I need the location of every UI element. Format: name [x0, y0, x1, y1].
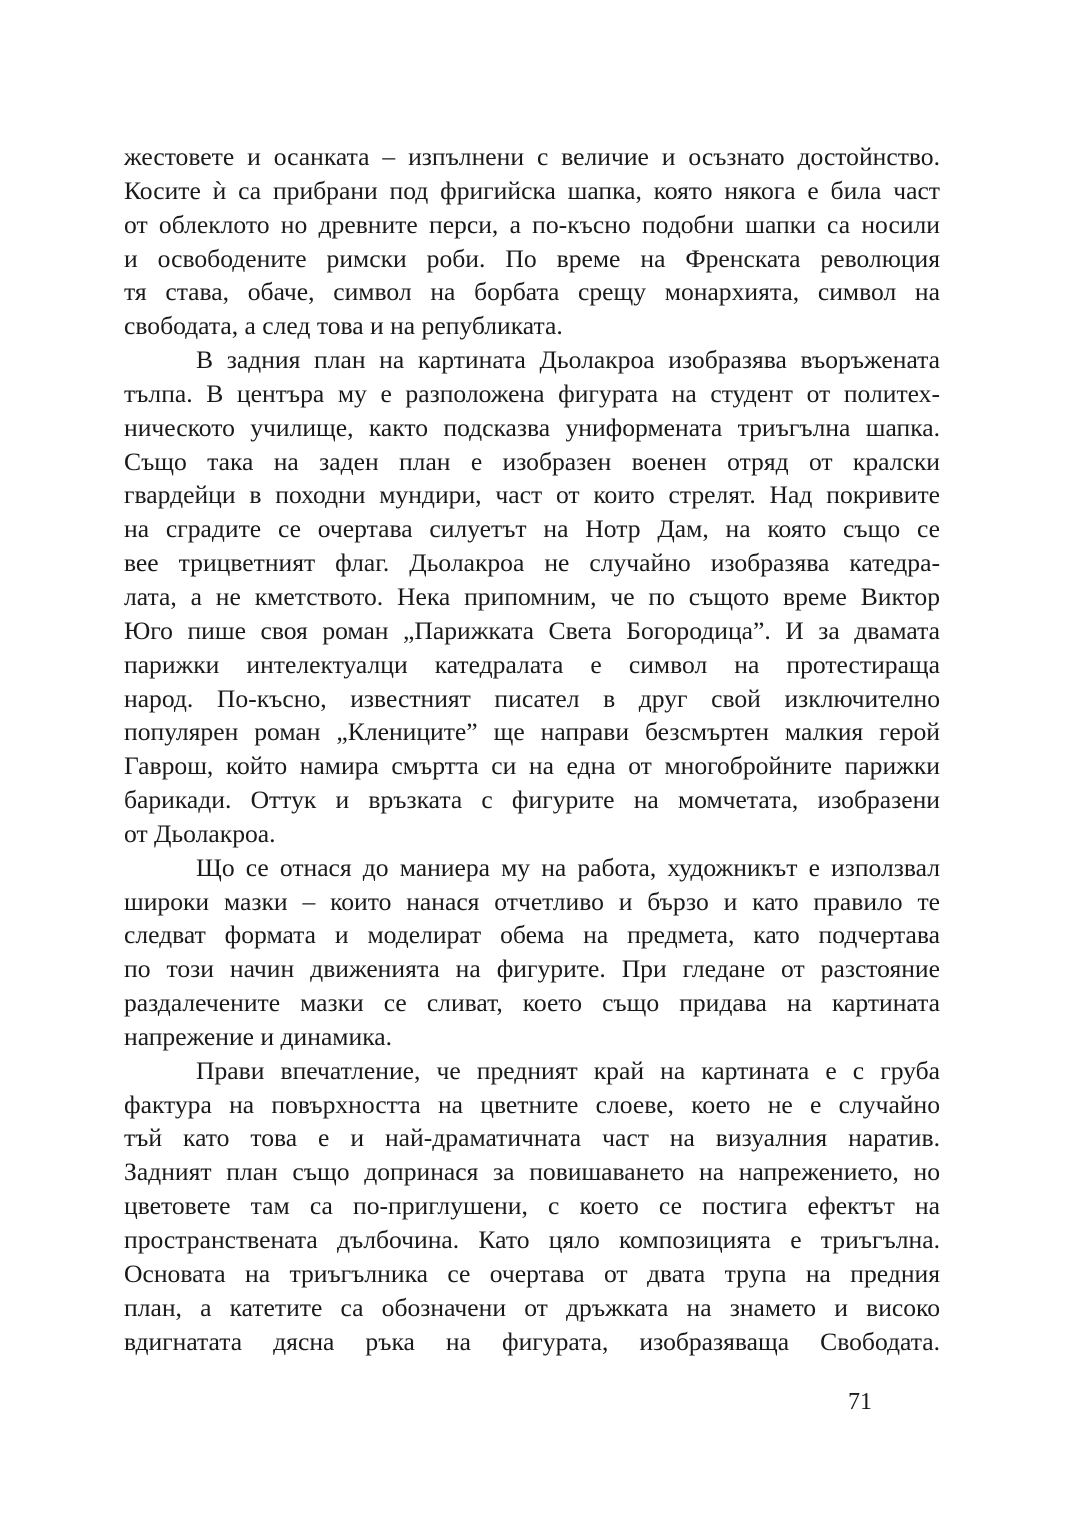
- paragraph: [124, 343, 940, 851]
- text-line: Основата на триъгълника се очертава от двата трупа на предния: [124, 1258, 940, 1288]
- text-line: Косите ѝ са прибрани под фригийска шапка, която някога е била част: [124, 175, 940, 205]
- text-line: от облеклото но древните перси, а по-късно подобни шапки са носили: [124, 209, 940, 239]
- text-line: барикади. Оттук и връзката с фигурите на момчетата, изобразени: [124, 785, 940, 815]
- text-line: Що се отнася до маниера му на работа, художникът е използвал: [196, 852, 940, 882]
- text-line: следват формата и моделират обема на предмета, като подчертава: [124, 920, 940, 950]
- page-number: 71: [848, 1389, 872, 1415]
- text-line: жестовете и осанката – изпълнени с величие и осъзнато достойнство.: [124, 142, 940, 171]
- text-line: по този начин движенията на фигурите. При гледане от разстояние: [124, 954, 940, 984]
- text-line: лата, а не кметството. Нека припомним, че по същото време Виктор: [124, 581, 940, 611]
- text-line: ническото училище, както подсказва униформената триъгълна шапка.: [124, 412, 940, 442]
- text-line: тъй като това е и най-драматичната част на визуалния наратив.: [124, 1123, 940, 1153]
- text-line: популярен роман „Клениците” ще направи безсмъртен малкия герой: [124, 717, 940, 747]
- text-line: Също така на заден план е изобразен военен отряд от кралски: [124, 446, 940, 476]
- text-line: на сградите се очертава силуетът на Нотр Дам, на която също се: [124, 514, 940, 544]
- body-text: [124, 140, 940, 1358]
- text-line: цветовете там са по-приглушени, с което се постига ефектът на: [124, 1191, 940, 1221]
- text-line: парижки интелектуалци катедралата е символ на протестираща: [124, 649, 940, 679]
- text-line: и освободените римски роби. По време на Френската революция: [124, 243, 940, 273]
- text-line: тя става, обаче, символ на борбата срещу монархията, символ на: [124, 277, 940, 307]
- text-line: от Дьолакроа.: [124, 818, 276, 848]
- text-line: Гаврош, който намира смъртта си на една от многобройните парижки: [124, 751, 940, 781]
- text-line: вдигнатата дясна ръка на фигурата, изобразяваща Свободата.: [124, 1326, 940, 1356]
- text-line: Задният план също допринася за повишаването на напрежението, но: [124, 1157, 940, 1187]
- text-line: Прави впечатление, че предният край на картината е с груба: [196, 1055, 940, 1085]
- text-line: широки мазки – които нанася отчетливо и бързо и като правило те: [124, 886, 940, 916]
- text-line: свободата, а след това и на републиката.: [124, 311, 563, 341]
- text-line: пространствената дълбочина. Като цяло композицията е триъгълна.: [124, 1225, 940, 1254]
- text-line: напрежение и динамика.: [124, 1021, 392, 1051]
- text-line: В задния план на картината Дьолакроа изобразява въоръжената: [196, 345, 940, 375]
- text-line: народ. По-късно, известният писател в друг свой изключително: [124, 683, 940, 713]
- text-line: план, а катетите са обозначени от дръжката на знамето и високо: [124, 1292, 940, 1322]
- paragraph: [124, 140, 940, 343]
- paragraph: [124, 1054, 940, 1359]
- text-line: раздалечените мазки се сливат, което също придава на картината: [124, 988, 940, 1018]
- paragraph: [124, 851, 940, 1054]
- text-line: гвардейци в походни мундири, част от които стрелят. Над покривите: [124, 480, 940, 510]
- text-line: фактура на повърхността на цветните слоеве, което не е случайно: [124, 1089, 940, 1119]
- text-line: вее трицветният флаг. Дьолакроа не случайно изобразява катедра-: [124, 548, 940, 578]
- text-line: Юго пише своя роман „Парижката Света Богородица”. И за двамата: [124, 615, 940, 645]
- text-line: тълпа. В центъра му е разположена фигурата на студент от политех-: [124, 378, 940, 408]
